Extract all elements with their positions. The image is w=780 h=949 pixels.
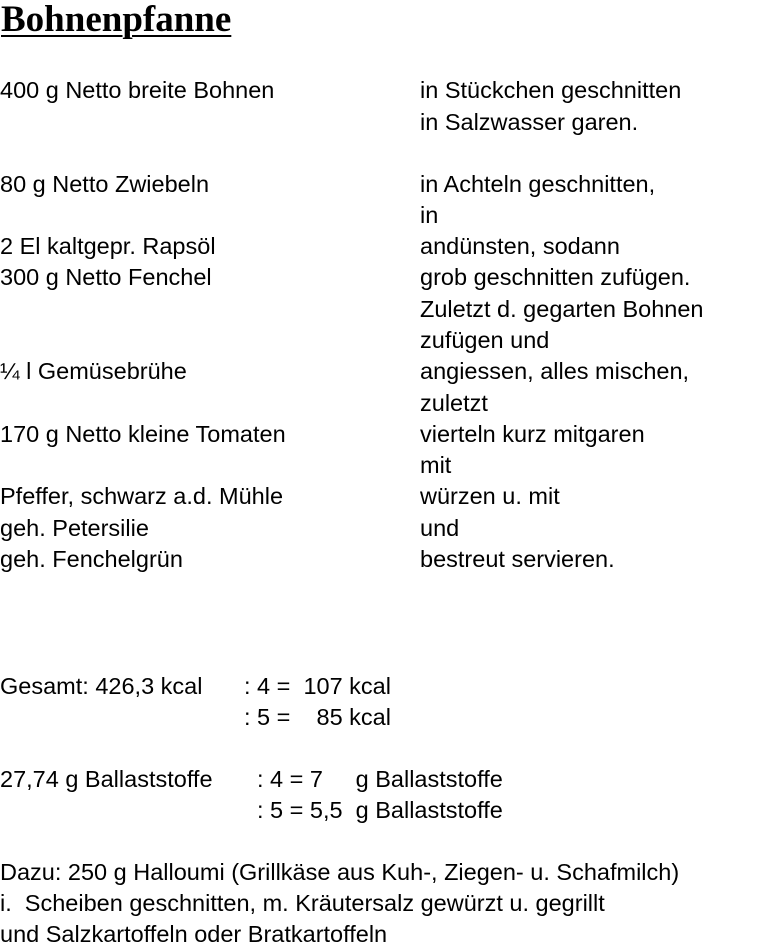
ingredient-oil: 2 El kaltgepr. Rapsöl <box>0 233 216 259</box>
instruction-line: andünsten, sodann <box>420 233 620 259</box>
kcal-per-5: : 5 = 85 kcal <box>244 704 391 730</box>
instruction-line: bestreut servieren. <box>420 546 615 572</box>
ingredient-tomatoes: 170 g Netto kleine Tomaten <box>0 421 286 447</box>
instruction-line: in Salzwasser garen. <box>420 109 639 135</box>
instruction-line: grob geschnitten zufügen. <box>420 264 691 290</box>
instruction-line: zufügen und <box>420 327 550 353</box>
ingredient-broth: ¼ l Gemüsebrühe <box>0 358 187 384</box>
instruction-line: in <box>420 202 439 228</box>
instruction-line: und <box>420 515 460 541</box>
ingredient-pepper: Pfeffer, schwarz a.d. Mühle <box>0 483 284 509</box>
serving-line: und Salzkartoffeln oder Bratkartoffeln <box>0 921 388 947</box>
instruction-line: in Achteln geschnitten, <box>420 171 656 197</box>
instruction-line: Zuletzt d. gegarten Bohnen <box>420 296 704 322</box>
ingredient-fennel: 300 g Netto Fenchel <box>0 264 212 290</box>
instruction-line: in Stückchen geschnitten <box>420 77 682 103</box>
serving-line: Dazu: 250 g Halloumi (Grillkäse aus Kuh-, Ziegen- u. Schafmilch) <box>0 859 680 885</box>
serving-line: i. Scheiben geschnitten, m. Kräutersalz gewürzt u. gegrillt <box>0 890 605 916</box>
ingredient-onions: 80 g Netto Zwiebeln <box>0 171 210 197</box>
fiber-per-4: : 4 = 7 g Ballaststoffe <box>257 766 503 792</box>
instruction-line: zuletzt <box>420 390 488 416</box>
instruction-line: würzen u. mit <box>420 483 560 509</box>
recipe-title: Bohnenpfanne <box>1 0 232 40</box>
instruction-line: angiessen, alles mischen, <box>420 358 690 384</box>
ingredient-fennel-green: geh. Fenchelgrün <box>0 546 183 572</box>
kcal-per-4: : 4 = 107 kcal <box>244 673 391 699</box>
ingredient-parsley: geh. Petersilie <box>0 515 149 541</box>
instruction-line: vierteln kurz mitgaren <box>420 421 645 447</box>
instruction-line: mit <box>420 452 452 478</box>
kcal-total: Gesamt: 426,3 kcal <box>0 673 203 699</box>
fiber-total: 27,74 g Ballaststoffe <box>0 766 213 792</box>
ingredient-beans: 400 g Netto breite Bohnen <box>0 77 275 103</box>
fiber-per-5: : 5 = 5,5 g Ballaststoffe <box>257 797 503 823</box>
